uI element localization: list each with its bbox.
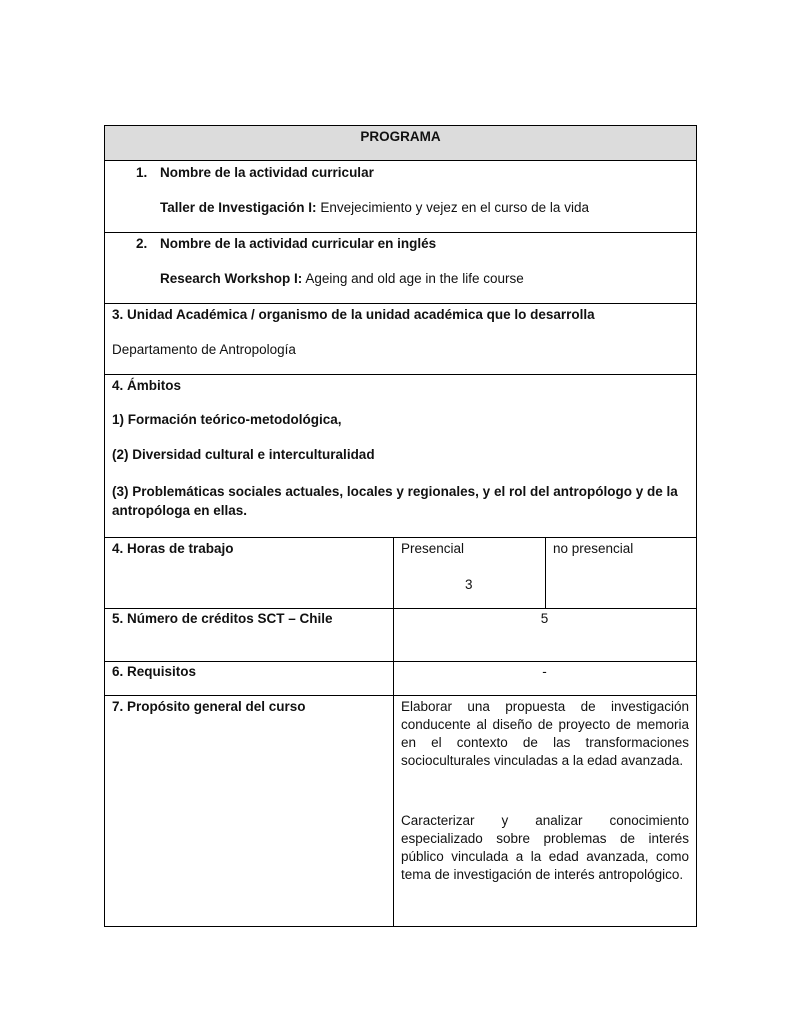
section-2-value: [160, 270, 524, 288]
section-4-horas-label: 4. Horas de trabajo: [112, 541, 234, 556]
section-1-number: 1.: [136, 165, 148, 180]
section-2-number: 2.: [136, 236, 148, 251]
section-2-row: [105, 233, 696, 304]
section-1-label: Nombre de la actividad curricular: [160, 165, 374, 180]
ambito-item-3: (3) Problemáticas sociales actuales, locales y regionales, y el rol del antropólogo y de la: [112, 484, 678, 499]
section-3-value: Departamento de Antropología: [112, 342, 296, 357]
section-1-name-text: Envejecimiento y vejez en el curso de la vida: [320, 200, 589, 215]
section-6-value: -: [542, 664, 547, 679]
section-4-ambitos-row: [105, 375, 696, 538]
section-2-label: Nombre de la actividad curricular en inglés: [160, 236, 437, 251]
no-presencial-label: no presencial: [553, 541, 634, 556]
presencial-value: 3: [465, 577, 473, 592]
section-5-label: 5. Número de créditos SCT – Chile: [112, 611, 333, 626]
section-3-label: 3. Unidad Académica / organismo de la unidad académica que lo desarrolla: [112, 307, 595, 322]
section-7-label: 7. Propósito general del curso: [112, 699, 306, 714]
column-divider: [393, 538, 394, 608]
section-5-value: 5: [540, 611, 549, 626]
ambito-item-2: (2) Diversidad cultural e interculturalidad: [112, 447, 375, 462]
column-divider: [393, 696, 394, 926]
section-6-row: [105, 662, 696, 696]
section-1-name-prefix: Taller de Investigación I:: [160, 200, 317, 215]
section-5-row: [105, 609, 696, 662]
page-title: PROGRAMA: [360, 129, 441, 144]
program-table: [104, 125, 697, 927]
purpose-paragraph-2: Caracterizar y analizar conocimiento especializado sobre problemas de interés público vinculada a la edad avanzada, como tema de investigación de interés antropológico.: [401, 813, 689, 882]
section-2-name-text: Ageing and old age in the life course: [305, 271, 524, 286]
section-1-row: [105, 161, 696, 233]
section-2-name-prefix: Research Workshop I:: [160, 271, 303, 286]
column-divider: [545, 538, 546, 608]
ambito-item-1: 1) Formación teórico-metodológica,: [112, 412, 342, 427]
section-6-label: 6. Requisitos: [112, 664, 197, 679]
section-4-ambitos-label: 4. Ámbitos: [112, 378, 182, 393]
purpose-paragraph-1: Elaborar una propuesta de investigación conducente al diseño de proyecto de memoria en el contexto de las transformaciones socioculturales vinculadas a la edad avanzada.: [401, 699, 689, 768]
table-header-row: [105, 126, 696, 161]
section-1-value: [160, 199, 589, 217]
section-7-row: [105, 696, 696, 926]
presencial-label: Presencial: [401, 541, 465, 556]
section-3-row: [105, 304, 696, 375]
ambito-item-3-cont: antropóloga en ellas.: [112, 503, 248, 518]
section-4-horas-row: [105, 538, 696, 609]
